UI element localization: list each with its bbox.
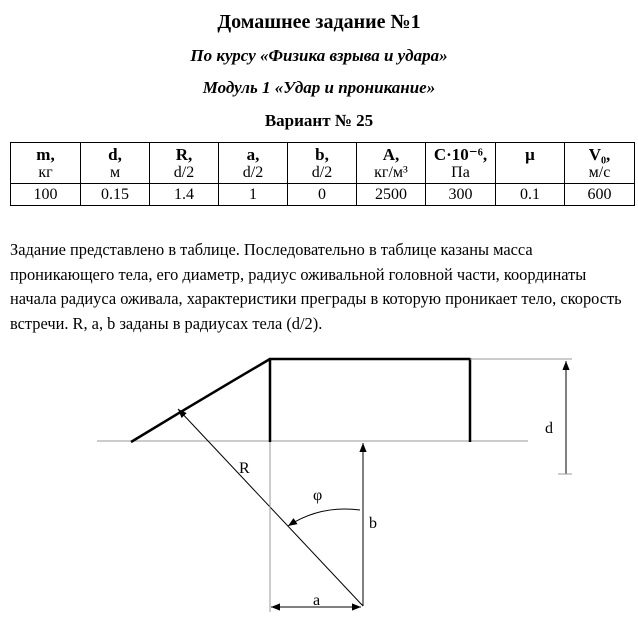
value-d: 0.15 <box>81 184 150 206</box>
header-c: C·10⁻⁶, <box>426 143 496 165</box>
label-d: d <box>545 420 553 437</box>
header-d: d, <box>81 143 150 165</box>
unit-m: кг <box>11 164 81 184</box>
header-mu: μ <box>496 143 565 165</box>
value-mu: 0.1 <box>496 184 565 206</box>
value-area-density: 2500 <box>357 184 426 206</box>
label-r: R <box>239 460 250 477</box>
value-r: 1.4 <box>150 184 219 206</box>
course-name: По курсу «Физика взрыва и удара» <box>190 46 448 65</box>
label-a: a <box>313 592 321 609</box>
variant-number: Вариант № 25 <box>264 111 374 130</box>
value-b: 0 <box>288 184 357 206</box>
header-b: b, <box>288 143 357 165</box>
document-title: Домашнее задание №1 <box>217 11 421 33</box>
module-name: Модуль 1 «Удар и проникание» <box>202 78 436 97</box>
label-phi: φ <box>313 487 323 504</box>
value-a: 1 <box>219 184 288 206</box>
unit-v0: м/с <box>565 164 635 184</box>
phi-arc <box>288 509 360 526</box>
header-v0: V₀, <box>565 143 635 165</box>
ogive-arc <box>131 359 270 442</box>
unit-a: d/2 <box>219 164 288 184</box>
task-description: Задание представлено в таблице. Последовательно в таблице казаны масса проникающего тела, его диаметр, радиус оживальной головной части, координаты начала радиуса оживала, характеристики преграды в которую проникает тело, скорость встречи. R, a, b заданы в радиусах тела (d/2). <box>10 240 622 333</box>
unit-area-density: кг/м³ <box>357 164 426 184</box>
header-m: m, <box>11 143 81 165</box>
unit-b: d/2 <box>288 164 357 184</box>
header-r: R, <box>150 143 219 165</box>
unit-c: Па <box>426 164 496 184</box>
value-v0: 600 <box>565 184 635 206</box>
unit-r: d/2 <box>150 164 219 184</box>
value-c: 300 <box>426 184 496 206</box>
value-m: 100 <box>11 184 81 206</box>
unit-d: м <box>81 164 150 184</box>
header-a: a, <box>219 143 288 165</box>
label-b: b <box>369 515 377 532</box>
header-area-density: A, <box>357 143 426 165</box>
